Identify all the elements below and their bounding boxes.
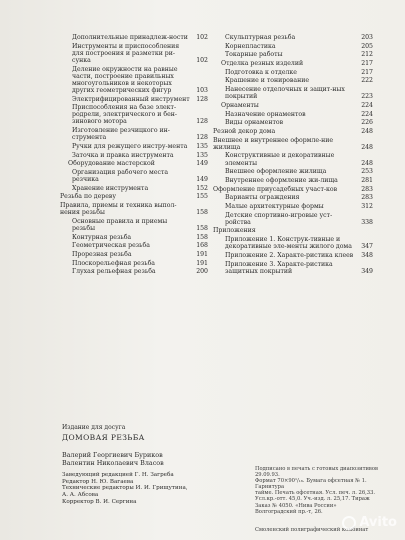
toc-entry-title: Заточка и правка инструмента (72, 151, 174, 159)
toc-entry-page: 224 (361, 110, 373, 118)
avito-logo-icon (342, 516, 356, 530)
toc-entry-title: Оборудование мастерской (68, 160, 155, 168)
toc-entry-title: Резьба по дереву (60, 193, 116, 201)
toc-entry (60, 127, 208, 141)
toc-entry-page: 205 (361, 42, 373, 50)
toc-entry-page: 103 (196, 86, 208, 94)
toc-entry (213, 203, 373, 210)
toc-entry-title: Токарные работы (225, 51, 283, 59)
toc-entry (60, 234, 208, 241)
toc-entry-page: 348 (361, 251, 373, 259)
toc-entry-page: 128 (196, 134, 208, 142)
book-title: ДОМОВАЯ РЕЗЬБА (62, 433, 145, 442)
toc-entry (60, 96, 208, 103)
toc-entry (213, 86, 373, 100)
toc-entry-page: 149 (196, 176, 208, 184)
toc-entry (60, 169, 208, 183)
toc-entry-page: 347 (361, 243, 373, 251)
toc-entry-page: 152 (196, 184, 208, 192)
author-1: Валерий Георгиевич Буриков (62, 451, 163, 459)
staff-line: Корректор В. И. Сергина (62, 498, 137, 505)
toc-entry (60, 251, 208, 258)
toc-entry-page: 283 (361, 185, 373, 193)
toc-entry-page: 217 (361, 60, 373, 68)
toc-entry (213, 236, 373, 250)
toc-entry-title: Электрифицированный инструмент (72, 95, 190, 103)
toc-entry-title: Приложение 2. Характе-ристика клеев (225, 251, 354, 259)
toc-entry-title: Правила, приемы и техника выпол-нения резьбы (60, 202, 177, 217)
toc-entry-page: 338 (361, 218, 373, 226)
watermark (342, 515, 397, 530)
imprint-block (62, 424, 212, 505)
toc-entry-page: 203 (361, 34, 373, 41)
staff-line: Заведующий редакцией Г. Н. Загреба (62, 472, 174, 479)
toc-entry (60, 185, 208, 192)
toc-entry (213, 34, 373, 41)
toc-entry-page: 248 (361, 127, 373, 135)
toc-entry-title: Инструменты и приспособления для построения и разметки ри-сунка (72, 42, 180, 64)
toc-entry (213, 69, 373, 76)
toc-entry-title: Приложение 3. Характе-ристика защитных покрытий (225, 260, 333, 275)
toc-entry-page: 149 (196, 160, 208, 168)
toc-entry-title: Резной декор дома (213, 127, 276, 135)
toc-entry-page: 226 (361, 119, 373, 127)
toc-entry-title: Геометрическая резьба (72, 242, 150, 250)
toc-left-column (60, 34, 208, 277)
toc-entry (213, 102, 373, 109)
toc-entry-page: 200 (196, 268, 208, 276)
toc-entry-title: Плоскорельефная резьба (72, 259, 155, 267)
toc-entry-page: 224 (361, 101, 373, 109)
toc-entry (60, 193, 208, 200)
toc-entry-title: Оформление приусадебных участ-ков (213, 185, 338, 193)
toc-entry-title: Изготовление резчицкого ин-струмента (72, 127, 170, 142)
toc-entry-page: 212 (361, 51, 373, 59)
toc-entry-title: Внутреннее оформление жи-лища (225, 176, 338, 184)
toc-entry (60, 34, 208, 41)
toc-entry-page: 217 (361, 68, 373, 76)
toc-entry-page: 158 (196, 209, 208, 217)
toc-entry (213, 194, 373, 201)
toc-entry-title: Скульптурная резьба (225, 34, 296, 41)
toc-entry-title: Организация рабочего места резчика (72, 168, 169, 184)
toc-entry-page: 349 (361, 267, 373, 275)
toc-entry (60, 43, 208, 64)
toc-entry (60, 160, 208, 167)
print-line: Подписано в печать с готовых диапозитивов 29.09.93. (255, 466, 378, 479)
toc-entry (213, 60, 373, 67)
toc-entry-title: Внешнее оформление жилища (225, 168, 327, 176)
toc-entry-page: 135 (196, 142, 208, 150)
toc-entry-title: Приложения (213, 227, 256, 235)
print-line: тайме. Печать офсетная. Усл. печ. л. 26,33. (255, 490, 376, 497)
toc-entry-title: Основные правила и приемы резьбы (72, 217, 168, 232)
toc-entry (60, 242, 208, 249)
staff-line: Редактор Н. Ю. Вагаева (62, 478, 134, 485)
toc-entry (213, 261, 373, 275)
toc-entry (60, 152, 208, 159)
toc-entry-title: Подготовка к отделке (225, 68, 297, 76)
toc-entry-title: Виды орнаментов (225, 119, 284, 127)
toc-entry-title: Малые архитектурные формы (225, 202, 324, 210)
toc-entry-title: Контурная резьба (72, 233, 132, 241)
toc-entry (213, 252, 373, 259)
print-line: Формат 70×90¹/₁₆. Бумага офсетная № 1. Гарнитура (255, 478, 367, 491)
toc-entry (213, 186, 373, 193)
toc-entry (60, 268, 208, 275)
staff-list (62, 472, 212, 505)
toc-entry-page: 312 (361, 202, 373, 210)
toc-entry (213, 111, 373, 118)
staff-line: Технические редакторы И. И. Грищутина, (62, 485, 188, 492)
toc-entry-page: 281 (361, 176, 373, 184)
toc-entry (60, 104, 208, 125)
toc-entry-page: 128 (196, 95, 208, 103)
toc-entry-title: Варианты ограждения (225, 194, 300, 202)
toc-entry-page: 253 (361, 168, 373, 176)
toc-entry-page: 102 (196, 34, 208, 41)
toc-entry-title: Орнаменты (221, 101, 259, 109)
toc-entry-page: 222 (361, 77, 373, 85)
toc-entry-title: Приложение 1. Конструк-тивные и декоративные эле-менты жилого дома (225, 236, 352, 251)
toc-entry (213, 177, 373, 184)
toc-entry-page: 223 (361, 93, 373, 101)
toc-entry-title: Детские спортивно-игровые уст-ройства (225, 211, 333, 226)
toc-entry (213, 77, 373, 84)
toc-entry-page: 248 (361, 143, 373, 151)
toc-entry (60, 218, 208, 232)
print-line: Волгоградский пр.-т, 26. (255, 508, 323, 515)
toc-entry (213, 212, 373, 226)
watermark-text: Avito (359, 515, 397, 530)
toc-entry-page: 158 (196, 233, 208, 241)
toc-entry-title: Нанесение отделочных и защит-ных покрытий (225, 86, 345, 101)
toc-entry-page: 191 (196, 259, 208, 267)
toc-entry (213, 43, 373, 50)
toc-right-column (213, 34, 373, 276)
toc-entry-title: Хранение инструмента (72, 184, 149, 192)
print-line: Заказ № 4050. «Нива России» (255, 502, 337, 509)
authors (62, 452, 212, 467)
toc-entry-title: Крашение и тонирование (225, 77, 309, 85)
toc-entry-title: Прорезная резьба (72, 251, 132, 259)
series-label: Издание для досуга (62, 424, 126, 431)
toc-entry (60, 143, 208, 150)
toc-entry-title: Назначение орнаментов (225, 110, 306, 118)
toc-entry (213, 227, 373, 234)
toc-entry (60, 66, 208, 94)
staff-line: А. А. Абсова (62, 491, 99, 498)
toc-entry (213, 128, 373, 135)
toc-entry (60, 260, 208, 267)
toc-entry-title: Корнепластика (225, 42, 276, 50)
toc-entry-page: 283 (361, 194, 373, 202)
toc-entry-title: Приспособления на базе элект-родрели, электрического и бен-зинового мотора (72, 104, 177, 126)
print-line: Усл.кр.-отт. 45,0. Уч.-изд. л. 25,17. Тираж (255, 496, 370, 503)
toc-entry-title: Глухая рельефная резьба (72, 268, 156, 276)
toc-entry-page: 168 (196, 242, 208, 250)
toc-entry-page: 248 (361, 159, 373, 167)
toc-entry (213, 152, 373, 166)
author-2: Валентин Николаевич Власов (62, 458, 164, 467)
toc-entry-page: 191 (196, 251, 208, 259)
toc-entry-title: Внешнее и внутреннее оформле-ние жилища (213, 136, 334, 151)
toc-entry-page: 158 (196, 224, 208, 232)
toc-entry-title: Ручки для режущего инстру-мента (72, 142, 188, 150)
toc-entry-title: Деление окружности на равные части, построение правильных многоугольников и некоторых других геометрических фигур (72, 65, 178, 94)
toc-entry (213, 137, 373, 151)
toc-entry-page: 135 (196, 151, 208, 159)
toc-entry (213, 168, 373, 175)
toc-entry-page: 128 (196, 118, 208, 126)
print-line: Смоленский полиграфический комбинат (255, 526, 369, 533)
toc-entry-title: Отделка резных изделий (221, 60, 304, 68)
toc-entry (213, 119, 373, 126)
toc-entry-page: 155 (196, 193, 208, 201)
toc-entry-title: Конструктивные и декоративные элементы (225, 152, 335, 167)
toc-entry (60, 202, 208, 216)
toc-entry-title: Дополнительные принадлеж-ности (72, 34, 188, 41)
toc-entry-page: 102 (196, 56, 208, 64)
toc-entry (213, 51, 373, 58)
